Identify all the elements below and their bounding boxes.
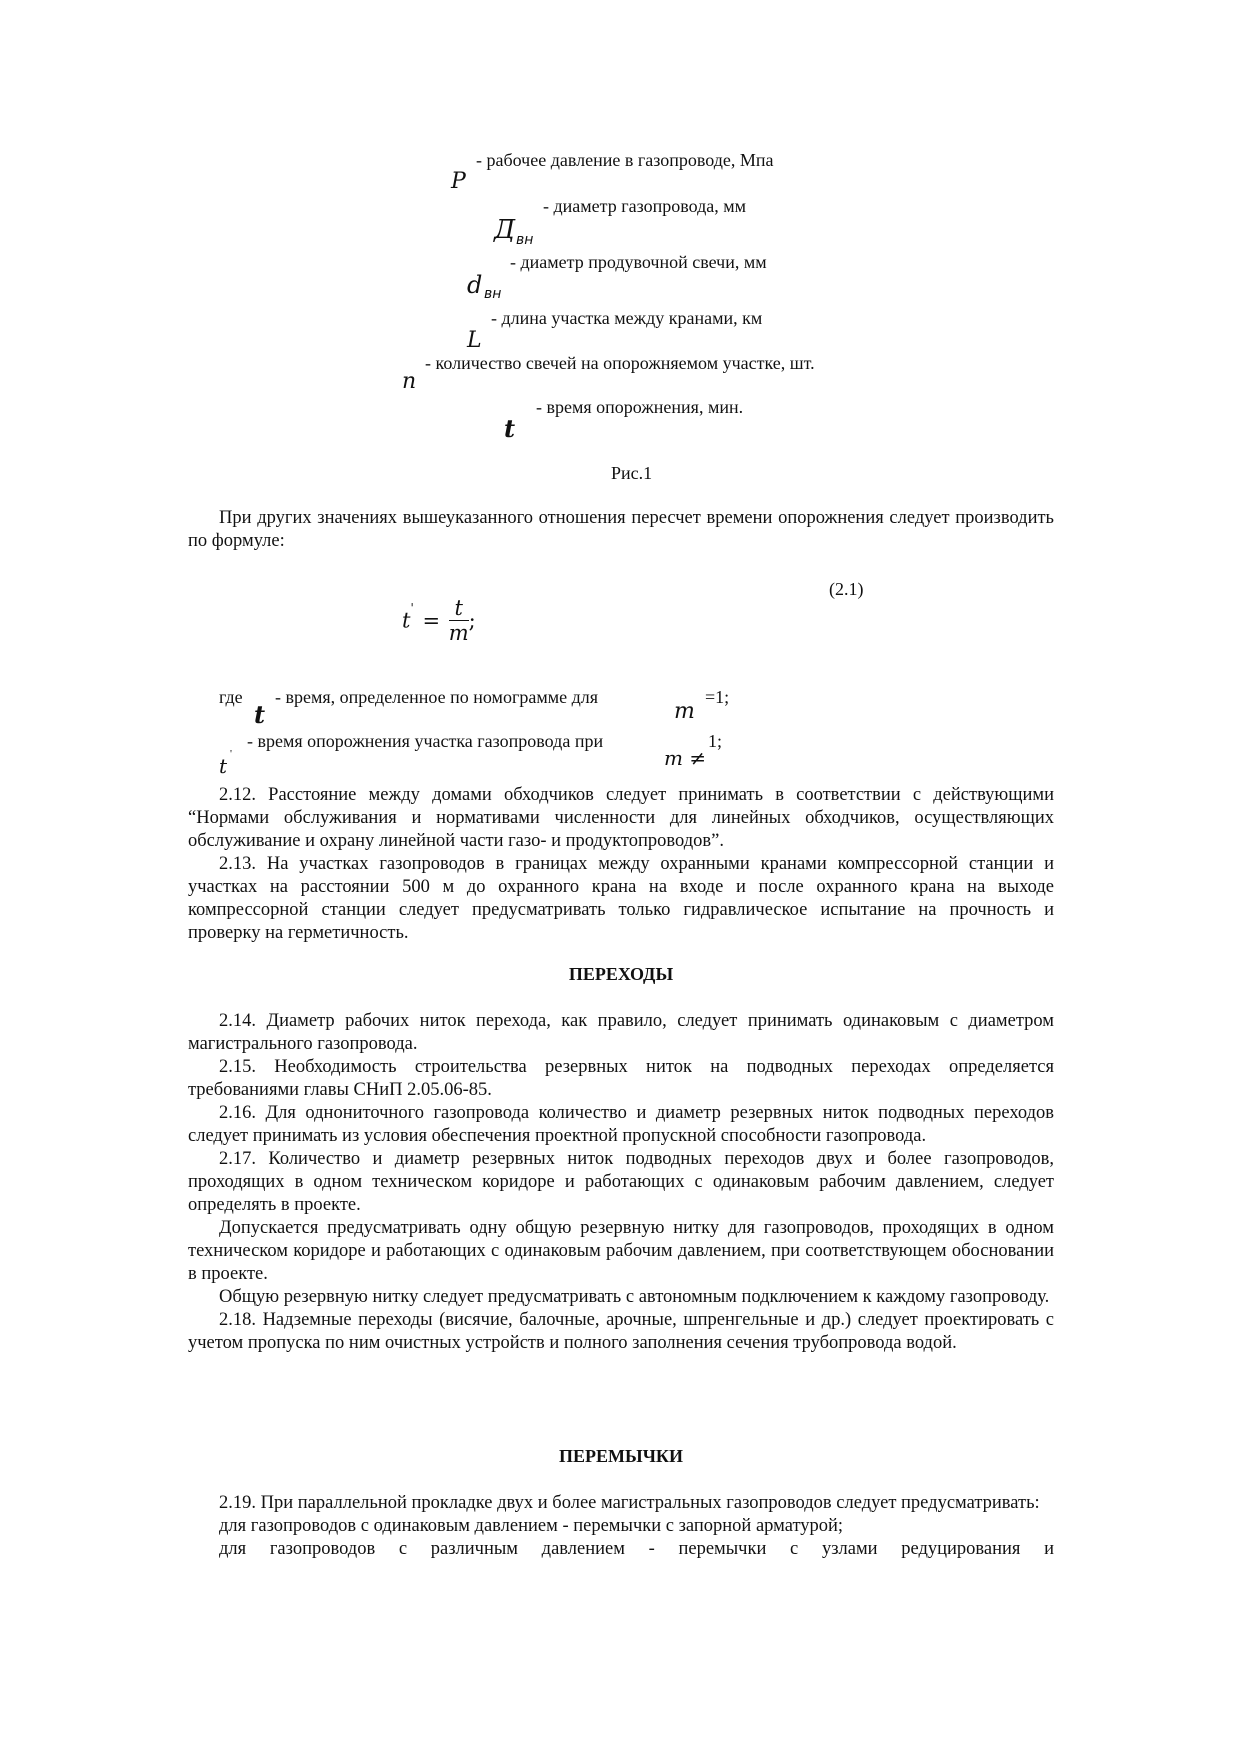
formula-denominator: m [448,621,469,645]
paragraphs-section-b [188,1010,1054,1355]
where-line1-var: m [674,699,695,724]
symbol-n: n [402,369,417,394]
where-symbol-t-prime: t [219,754,228,778]
paragraph-same-pressure: для газопроводов с одинаковым давлением - перемычки с запорной арматурой; [219,1516,844,1536]
formula-number: (2.1) [829,579,864,599]
symbol-d-inner: d [467,271,483,299]
paragraphs-section-c [188,1492,1054,1561]
paragraph-2-13: 2.13. На участках газопроводов в границах между охранными кранами компрессорной станции и участках на расстоянии 500 м до охранного крана на входе и после охранного крана на выходе компрессорной станции следует предусматривать только гидравлическое испытание на прочность и проверку на герметичность. [188,854,1054,943]
paragraph-2-12: 2.12. Расстояние между домами обходчиков следует принимать в соответствии с действующими “Нормами обслуживания и нормативами численности для линейных обходчиков, осуществляющих обслуживание и охрану линейной части газо- и продуктопроводов”. [188,785,1054,851]
legend-text-l: - длина участка между кранами, км [491,308,763,328]
where-line1-value: =1; [705,687,730,707]
formula-fraction [449,596,469,645]
legend-text-d-inner: - диаметр продувочной свечи, мм [510,252,767,272]
formula-lhs: t [402,608,411,633]
legend-text-d-outer: - диаметр газопровода, мм [543,196,747,216]
figure-caption: Рис.1 [611,463,653,483]
where-line1-text: - время, определенное по номограмме для [275,687,599,707]
legend-text-n: - количество свечей на опорожняемом участке, шт. [425,353,815,373]
paragraph-2-15: 2.15. Необходимость строительства резервных ниток на подводных переходах определяется требованиями главы СНиП 2.05.06-85. [188,1057,1054,1100]
paragraph-reserve-common: Допускается предусматривать одну общую резервную нитку для газопроводов, проходящих в одном техническом коридоре и работающих с одинаковым рабочим давлением, при соответствующем обосновании в проекте. [188,1218,1054,1284]
paragraph-reserve-autonomous: Общую резервную нитку следует предусматривать с автономным подключением к каждому газопроводу. [219,1287,1050,1307]
symbol-d-inner-sub: вн [484,286,502,302]
heading-peremychki: ПЕРЕМЫЧКИ [559,1446,683,1466]
symbol-l: L [467,328,482,353]
symbol-t: t [504,414,516,443]
paragraph-2-18: 2.18. Надземные переходы (висячие, балочные, арочные, шпренгельные и др.) следует проектировать с учетом пропуска по ним очистных устройств и полного заполнения сечения трубопровода водой. [188,1310,1054,1353]
heading-perehody: ПЕРЕХОДЫ [568,964,674,984]
where-symbol-t: t [254,700,266,729]
paragraph-2-17: 2.17. Количество и диаметр резервных ниток подводных переходов двух и более газопроводов, проходящих в одном техническом коридоре и работающих с одинаковым рабочим давлением, следует определять в проекте. [188,1149,1054,1215]
formula-2-1 [402,596,476,645]
legend-text-t: - время опорожнения, мин. [536,397,744,417]
symbol-d-outer: Д [494,215,516,245]
formula-numerator: t [449,596,469,621]
formula-end: ; [468,608,476,633]
where-prime: ' [230,748,232,760]
intro-paragraph-block [188,507,1054,553]
paragraph-2-14: 2.14. Диаметр рабочих ниток перехода, как правило, следует принимать одинаковым с диаметром магистрального газопровода. [188,1011,1054,1054]
legend-text-p: - рабочее давление в газопроводе, Мпа [476,150,774,170]
paragraph-different-pressure: для газопроводов с различным давлением - перемычки с узлами редуцирования и [219,1539,1054,1559]
paragraphs-section-a [188,784,1054,945]
formula-equals: = [422,608,441,633]
symbol-p: P [451,169,466,194]
paragraph-2-16: 2.16. Для однониточного газопровода количество и диаметр резервных ниток подводных переходов следует принимать из условия обеспечения проектной пропускной способности газопровода. [188,1103,1054,1146]
where-line2-var: m ≠ [664,746,707,770]
where-line2-text: - время опорожнения участка газопровода при [247,731,604,751]
intro-paragraph: При других значениях вышеуказанного отношения пересчет времени опорожнения следует производить по формуле: [188,508,1054,551]
symbol-d-outer-sub: вн [516,232,534,248]
where-label: где [219,687,243,707]
where-line2-value: 1; [708,731,723,751]
paragraph-2-19: 2.19. При параллельной прокладке двух и более магистральных газопроводов следует предусматривать: [219,1493,1040,1513]
formula-prime: ' [410,601,414,615]
